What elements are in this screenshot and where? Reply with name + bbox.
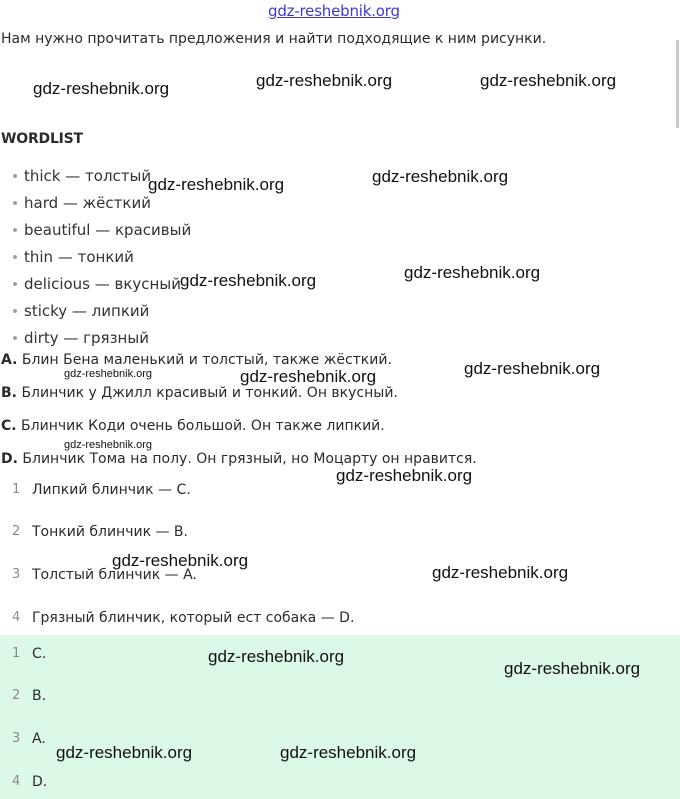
final-answer-text: B. <box>32 688 47 704</box>
watermark: gdz-reshebnik.org <box>480 71 617 90</box>
bullet-icon <box>13 282 17 286</box>
scrollbar[interactable] <box>676 40 679 128</box>
final-answer-number: 4 <box>12 774 21 789</box>
watermark: gdz-reshebnik.org <box>432 563 569 582</box>
wordlist-item: delicious — вкусный <box>13 275 181 293</box>
wordlist-item: dirty — грязный <box>13 329 149 347</box>
watermark-link[interactable]: gdz-reshebnik.org <box>268 2 400 20</box>
watermark: gdz-reshebnik.org <box>256 71 393 90</box>
answer-number: 3 <box>12 567 21 582</box>
answer-text: Толстый блинчик — A. <box>32 567 197 583</box>
watermark: gdz-reshebnik.org <box>148 175 285 194</box>
watermark: gdz-reshebnik.org <box>208 647 345 666</box>
intro-text: Нам нужно прочитать предложения и найти подходящие к ним рисунки. <box>1 31 547 47</box>
bullet-icon <box>13 255 17 259</box>
wordlist-item: thin — тонкий <box>13 248 134 266</box>
answer-text: Тонкий блинчик — B. <box>32 524 188 540</box>
wordlist-title: WORDLIST <box>1 131 83 147</box>
bullet-icon <box>13 201 17 205</box>
answer-number: 4 <box>12 610 21 625</box>
bullet-icon <box>13 174 17 178</box>
sentence-d: D. Блинчик Тома на полу. Он грязный, но Моцарту он нравится. <box>1 451 477 467</box>
watermark-small: gdz-reshebnik.org <box>64 439 153 451</box>
watermark-small: gdz-reshebnik.org <box>64 368 153 380</box>
final-answer-text: D. <box>32 774 48 790</box>
bullet-icon <box>13 228 17 232</box>
answer-text: Грязный блинчик, который ест собака — D. <box>32 610 355 626</box>
watermark: gdz-reshebnik.org <box>280 743 417 762</box>
final-answer-number: 3 <box>12 731 21 746</box>
watermark: gdz-reshebnik.org <box>112 551 249 570</box>
final-answer-number: 1 <box>12 646 21 661</box>
final-answer-number: 2 <box>12 688 21 703</box>
sentence-c: C. Блинчик Коди очень большой. Он также липкий. <box>1 418 385 434</box>
watermark: gdz-reshebnik.org <box>504 659 641 678</box>
answer-number: 2 <box>12 524 21 539</box>
watermark: gdz-reshebnik.org <box>33 79 170 98</box>
wordlist-item: hard — жёсткий <box>13 194 151 212</box>
answer-text: Липкий блинчик — C. <box>32 482 191 498</box>
sentence-b: B. Блинчик у Джилл красивый и тонкий. Он вкусный. <box>1 385 398 401</box>
wordlist-item: thick — толстый <box>13 167 151 185</box>
final-answer-text: C. <box>32 646 47 662</box>
watermark: gdz-reshebnik.org <box>372 167 509 186</box>
watermark: gdz-reshebnik.org <box>180 271 317 290</box>
bullet-icon <box>13 336 17 340</box>
watermark: gdz-reshebnik.org <box>336 466 473 485</box>
final-answer-text: A. <box>32 731 46 747</box>
sentence-a: A. Блин Бена маленький и толстый, также жёсткий. <box>1 352 392 368</box>
watermark: gdz-reshebnik.org <box>464 359 601 378</box>
wordlist-item: sticky — липкий <box>13 302 149 320</box>
watermark: gdz-reshebnik.org <box>404 263 541 282</box>
bullet-icon <box>13 309 17 313</box>
watermark: gdz-reshebnik.org <box>240 367 377 386</box>
watermark: gdz-reshebnik.org <box>56 743 193 762</box>
wordlist-item: beautiful — красивый <box>13 221 191 239</box>
answer-number: 1 <box>12 482 21 497</box>
